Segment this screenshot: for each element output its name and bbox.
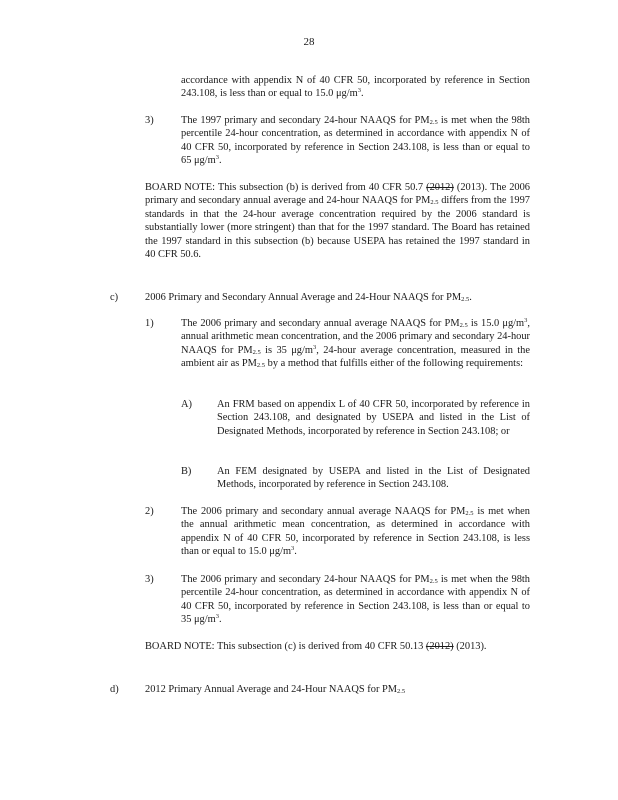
section-c-heading: 2006 Primary and Secondary Annual Average and 24-Hour NAAQS for $PM_{2.5}$. <box>145 292 472 303</box>
item-cA-label: A) <box>181 399 192 410</box>
page-number: 28 <box>303 36 315 48</box>
item-c2-text: The 2006 primary and secondary annual average NAAQS for $PM_{2.5}$ is met when the annual arithmetic mean concentration, as determined in accordance with appendix N of 40 CFR 50, incorporated by reference in Section 243.108, is less than or equal to 15.0 $\mu g/m^3$. <box>181 506 530 558</box>
struck-text: (2012) <box>426 182 454 193</box>
section-d-label: d) <box>110 684 119 695</box>
item-c3-text: The 2006 primary and secondary 24-hour NAAQS for $PM_{2.5}$ is met when the 98th percentile 24-hour concentration, as determined in accordance with appendix N of 40 CFR 50, incorporated by reference in Section 243.108, is less than or equal to 35 $\mu g/m^3$. <box>181 574 530 626</box>
board-note-b: BOARD NOTE: This subsection (b) is derived from 40 CFR 50.7 (2012) (2013). The 2006 primary and secondary annual average and 24-hour NAAQS for $PM_{2.5}$ differs from the 1997 standards in that the 24-hour average concentration required by the 2006 standard is substantially lower (more stringent) than that for the 1997 standard. The Board has retained the 1997 standard in this subsection (b) because USEPA has retained the 1997 standard in 40 CFR 50.6. <box>145 182 531 261</box>
item-b2-continuation: accordance with appendix N of 40 CFR 50, incorporated by reference in Section 243.108, is less than or equal to 15.0 $\mu g/m^3$. <box>181 75 530 100</box>
item-cB-text: An FEM designated by USEPA and listed in the List of Designated Methods, incorporated by reference in Section 243.108. <box>217 466 530 491</box>
item-cA-text: An FRM based on appendix L of 40 CFR 50, incorporated by reference in Section 243.108, and designated by USEPA and listed in the List of Designated Methods, incorporated by reference in Section 243.108; or <box>217 399 530 437</box>
section-c-label: c) <box>110 292 119 303</box>
struck-text: (2012) <box>425 641 454 652</box>
item-c1-text: The 2006 primary and secondary annual average NAAQS for $PM_{2.5}$ is 15.0 $\mu g/m^3$, annual arithmetic mean concentration, and the 2006 primary and secondary 24-hour NAAQS for $PM_{2.5}$ is 35 $\mu g/m^3$, 24-hour average concentration, measured in the ambient air as $PM_{2.5}$ by a method that fulfills either of the following requirements: <box>181 317 530 370</box>
item-c2-label: 2) <box>145 506 154 517</box>
item-c3-label: 3) <box>145 574 154 585</box>
item-cB-label: B) <box>181 466 192 477</box>
board-note-c: BOARD NOTE: This subsection (c) is derived from 40 CFR 50.13 (2012) (2013). <box>145 641 487 652</box>
item-b3-text: The 1997 primary and secondary 24-hour NAAQS for $PM_{2.5}$ is met when the 98th percentile 24-hour concentration, as determined in accordance with appendix N of 40 CFR 50, incorporated by reference in Section 243.108, is less than or equal to 65 $\mu g/m^3$. <box>181 115 530 167</box>
item-b3-label: 3) <box>145 115 154 126</box>
section-d-heading: 2012 Primary Annual Average and 24-Hour NAAQS for $PM_{2.5}$ <box>145 684 406 695</box>
item-c1-label: 1) <box>145 318 154 329</box>
